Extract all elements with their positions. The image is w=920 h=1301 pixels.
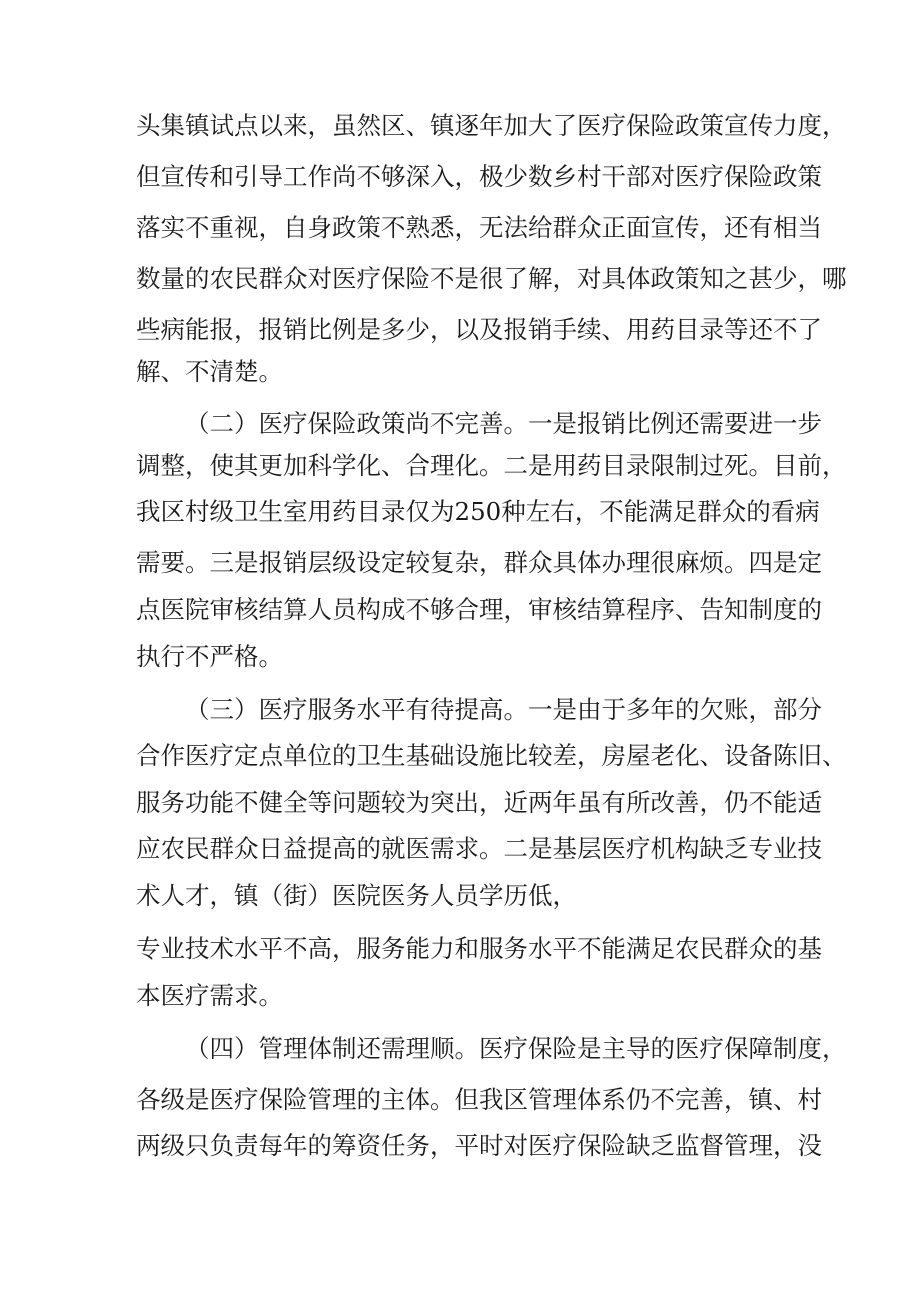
body-text-line: 头集镇试点以来，虽然区、镇逐年加大了医疗保险政策宣传力度， bbox=[136, 111, 847, 140]
body-text-line: 我区村级卫生室用药目录仅为250种左右，不能满足群众的看病 bbox=[136, 497, 820, 526]
body-text-line: 落实不重视，自身政策不熟悉，无法给群众正面宣传，还有相当 bbox=[136, 213, 822, 242]
body-text-line: 需要。三是报销层级设定较复杂，群众具体办理很麻烦。四是定 bbox=[136, 548, 822, 577]
body-text-line: 数量的农民群众对医疗保险不是很了解，对具体政策知之甚少，哪 bbox=[136, 264, 847, 293]
body-text-line: 服务功能不健全等问题较为突出，近两年虽有所改善，仍不能适 bbox=[136, 788, 822, 817]
body-text-line: 合作医疗定点单位的卫生基础设施比较差，房屋老化、设备陈旧、 bbox=[136, 741, 847, 770]
section-heading-line: （四）管理体制还需理顺。医疗保险是主导的医疗保障制度， bbox=[185, 1034, 847, 1063]
body-text-line: 些病能报，报销比例是多少，以及报销手续、用药目录等还不了 bbox=[136, 315, 822, 344]
body-text-line: 各级是医疗保险管理的主体。但我区管理体系仍不完善，镇、村 bbox=[136, 1085, 822, 1114]
body-text-line: 专业技术水平不高，服务能力和服务水平不能满足农民群众的基 bbox=[136, 934, 822, 963]
body-text-line: 执行不严格。 bbox=[136, 642, 283, 671]
body-text-line: 术人才，镇（街）医院医务人员学历低， bbox=[136, 881, 577, 910]
section-heading-line: （二）医疗保险政策尚不完善。一是报销比例还需要进一步 bbox=[185, 409, 822, 438]
section-heading-line: （三）医疗服务水平有待提高。一是由于多年的欠账，部分 bbox=[185, 695, 822, 724]
body-text-line: 本医疗需求。 bbox=[136, 981, 283, 1010]
body-text-line: 应农民群众日益提高的就医需求。二是基层医疗机构缺乏专业技 bbox=[136, 834, 822, 863]
body-text-line: 两级只负责每年的筹资任务，平时对医疗保险缺乏监督管理，没 bbox=[136, 1131, 822, 1160]
body-text-line: 点医院审核结算人员构成不够合理，审核结算程序、告知制度的 bbox=[136, 595, 822, 624]
body-text-line: 但宣传和引导工作尚不够深入，极少数乡村干部对医疗保险政策 bbox=[136, 162, 822, 191]
body-text-line: 解、不清楚。 bbox=[136, 357, 283, 386]
body-text-line: 调整，使其更加科学化、合理化。二是用药目录限制过死。目前， bbox=[136, 451, 847, 480]
